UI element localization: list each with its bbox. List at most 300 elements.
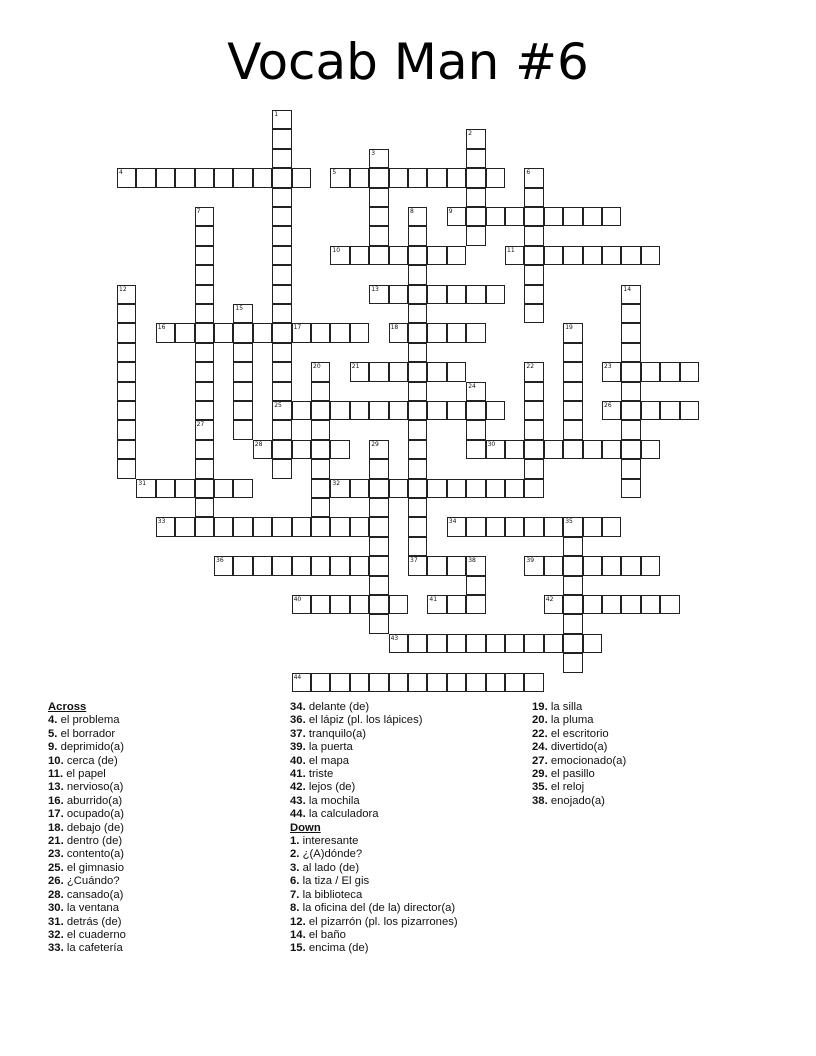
grid-cell[interactable] [641, 246, 660, 265]
grid-cell[interactable] [330, 440, 349, 459]
grid-cell[interactable] [195, 459, 214, 478]
grid-cell[interactable] [389, 401, 408, 420]
grid-cell[interactable] [544, 440, 563, 459]
grid-cell[interactable] [427, 362, 446, 381]
grid-cell[interactable] [350, 479, 369, 498]
grid-cell[interactable] [117, 420, 136, 439]
grid-cell[interactable] [524, 168, 543, 187]
grid-cell[interactable] [389, 673, 408, 692]
grid-cell[interactable] [350, 362, 369, 381]
grid-cell[interactable] [369, 517, 388, 536]
grid-cell[interactable] [408, 343, 427, 362]
grid-cell[interactable] [369, 556, 388, 575]
grid-cell[interactable] [583, 246, 602, 265]
grid-cell[interactable] [563, 420, 582, 439]
grid-cell[interactable] [621, 595, 640, 614]
grid-cell[interactable] [447, 517, 466, 536]
grid-cell[interactable] [233, 304, 252, 323]
grid-cell[interactable] [427, 168, 446, 187]
grid-cell[interactable] [427, 673, 446, 692]
grid-cell[interactable] [311, 517, 330, 536]
grid-cell[interactable] [466, 556, 485, 575]
grid-cell[interactable] [447, 323, 466, 342]
grid-cell[interactable] [369, 246, 388, 265]
grid-cell[interactable] [466, 382, 485, 401]
grid-cell[interactable] [408, 362, 427, 381]
grid-cell[interactable] [272, 304, 291, 323]
grid-cell[interactable] [272, 343, 291, 362]
grid-cell[interactable] [195, 226, 214, 245]
grid-cell[interactable] [602, 362, 621, 381]
grid-cell[interactable] [369, 673, 388, 692]
grid-cell[interactable] [486, 673, 505, 692]
grid-cell[interactable] [156, 168, 175, 187]
grid-cell[interactable] [621, 382, 640, 401]
grid-cell[interactable] [466, 149, 485, 168]
grid-cell[interactable] [272, 188, 291, 207]
grid-cell[interactable] [524, 673, 543, 692]
grid-cell[interactable] [563, 614, 582, 633]
grid-cell[interactable] [214, 556, 233, 575]
grid-cell[interactable] [117, 382, 136, 401]
grid-cell[interactable] [408, 265, 427, 284]
grid-cell[interactable] [330, 168, 349, 187]
grid-cell[interactable] [505, 207, 524, 226]
grid-cell[interactable] [233, 479, 252, 498]
grid-cell[interactable] [292, 595, 311, 614]
grid-cell[interactable] [195, 343, 214, 362]
grid-cell[interactable] [272, 285, 291, 304]
grid-cell[interactable] [466, 401, 485, 420]
grid-cell[interactable] [408, 556, 427, 575]
grid-cell[interactable] [311, 498, 330, 517]
grid-cell[interactable] [311, 440, 330, 459]
grid-cell[interactable] [195, 207, 214, 226]
grid-cell[interactable] [524, 440, 543, 459]
grid-cell[interactable] [272, 362, 291, 381]
grid-cell[interactable] [621, 304, 640, 323]
grid-cell[interactable] [641, 401, 660, 420]
grid-cell[interactable] [369, 614, 388, 633]
grid-cell[interactable] [272, 265, 291, 284]
grid-cell[interactable] [427, 285, 446, 304]
grid-cell[interactable] [621, 323, 640, 342]
grid-cell[interactable] [311, 382, 330, 401]
grid-cell[interactable] [466, 673, 485, 692]
grid-cell[interactable] [233, 343, 252, 362]
grid-cell[interactable] [292, 168, 311, 187]
grid-cell[interactable] [272, 110, 291, 129]
grid-cell[interactable] [272, 323, 291, 342]
grid-cell[interactable] [505, 479, 524, 498]
grid-cell[interactable] [408, 673, 427, 692]
grid-cell[interactable] [466, 634, 485, 653]
grid-cell[interactable] [195, 323, 214, 342]
grid-cell[interactable] [583, 440, 602, 459]
grid-cell[interactable] [427, 401, 446, 420]
grid-cell[interactable] [292, 517, 311, 536]
grid-cell[interactable] [292, 323, 311, 342]
grid-cell[interactable] [330, 556, 349, 575]
grid-cell[interactable] [350, 401, 369, 420]
grid-cell[interactable] [117, 285, 136, 304]
grid-cell[interactable] [233, 362, 252, 381]
grid-cell[interactable] [311, 479, 330, 498]
grid-cell[interactable] [330, 323, 349, 342]
grid-cell[interactable] [117, 459, 136, 478]
grid-cell[interactable] [505, 634, 524, 653]
grid-cell[interactable] [621, 556, 640, 575]
grid-cell[interactable] [195, 401, 214, 420]
grid-cell[interactable] [350, 556, 369, 575]
grid-cell[interactable] [505, 440, 524, 459]
grid-cell[interactable] [524, 401, 543, 420]
grid-cell[interactable] [389, 285, 408, 304]
grid-cell[interactable] [524, 556, 543, 575]
grid-cell[interactable] [350, 323, 369, 342]
grid-cell[interactable] [389, 595, 408, 614]
grid-cell[interactable] [466, 517, 485, 536]
grid-cell[interactable] [447, 207, 466, 226]
grid-cell[interactable] [466, 420, 485, 439]
grid-cell[interactable] [505, 673, 524, 692]
grid-cell[interactable] [447, 401, 466, 420]
grid-cell[interactable] [447, 634, 466, 653]
grid-cell[interactable] [311, 362, 330, 381]
grid-cell[interactable] [369, 401, 388, 420]
grid-cell[interactable] [272, 129, 291, 148]
grid-cell[interactable] [330, 595, 349, 614]
grid-cell[interactable] [583, 207, 602, 226]
grid-cell[interactable] [563, 556, 582, 575]
grid-cell[interactable] [427, 246, 446, 265]
grid-cell[interactable] [427, 595, 446, 614]
grid-cell[interactable] [621, 420, 640, 439]
grid-cell[interactable] [292, 673, 311, 692]
grid-cell[interactable] [408, 479, 427, 498]
grid-cell[interactable] [311, 556, 330, 575]
grid-cell[interactable] [563, 653, 582, 672]
grid-cell[interactable] [408, 459, 427, 478]
grid-cell[interactable] [195, 420, 214, 439]
grid-cell[interactable] [408, 634, 427, 653]
grid-cell[interactable] [389, 362, 408, 381]
grid-cell[interactable] [466, 168, 485, 187]
grid-cell[interactable] [389, 479, 408, 498]
grid-cell[interactable] [583, 517, 602, 536]
grid-cell[interactable] [233, 168, 252, 187]
grid-cell[interactable] [311, 401, 330, 420]
grid-cell[interactable] [272, 226, 291, 245]
grid-cell[interactable] [311, 323, 330, 342]
grid-cell[interactable] [272, 382, 291, 401]
grid-cell[interactable] [524, 420, 543, 439]
grid-cell[interactable] [195, 440, 214, 459]
grid-cell[interactable] [447, 246, 466, 265]
grid-cell[interactable] [466, 226, 485, 245]
grid-cell[interactable] [253, 517, 272, 536]
grid-cell[interactable] [272, 420, 291, 439]
grid-cell[interactable] [447, 285, 466, 304]
grid-cell[interactable] [175, 168, 194, 187]
grid-cell[interactable] [330, 479, 349, 498]
grid-cell[interactable] [563, 382, 582, 401]
grid-cell[interactable] [641, 595, 660, 614]
grid-cell[interactable] [233, 420, 252, 439]
grid-cell[interactable] [408, 537, 427, 556]
grid-cell[interactable] [214, 517, 233, 536]
grid-cell[interactable] [117, 304, 136, 323]
grid-cell[interactable] [272, 459, 291, 478]
grid-cell[interactable] [641, 362, 660, 381]
grid-cell[interactable] [272, 246, 291, 265]
grid-cell[interactable] [214, 479, 233, 498]
grid-cell[interactable] [175, 479, 194, 498]
grid-cell[interactable] [544, 517, 563, 536]
grid-cell[interactable] [602, 207, 621, 226]
grid-cell[interactable] [156, 323, 175, 342]
grid-cell[interactable] [583, 556, 602, 575]
grid-cell[interactable] [253, 440, 272, 459]
grid-cell[interactable] [524, 188, 543, 207]
grid-cell[interactable] [175, 517, 194, 536]
grid-cell[interactable] [466, 595, 485, 614]
grid-cell[interactable] [621, 362, 640, 381]
grid-cell[interactable] [602, 556, 621, 575]
grid-cell[interactable] [602, 517, 621, 536]
grid-cell[interactable] [563, 323, 582, 342]
grid-cell[interactable] [641, 556, 660, 575]
grid-cell[interactable] [195, 479, 214, 498]
grid-cell[interactable] [117, 343, 136, 362]
grid-cell[interactable] [369, 362, 388, 381]
grid-cell[interactable] [524, 226, 543, 245]
grid-cell[interactable] [583, 634, 602, 653]
grid-cell[interactable] [233, 382, 252, 401]
grid-cell[interactable] [369, 285, 388, 304]
grid-cell[interactable] [233, 323, 252, 342]
grid-cell[interactable] [272, 207, 291, 226]
grid-cell[interactable] [563, 440, 582, 459]
grid-cell[interactable] [214, 323, 233, 342]
grid-cell[interactable] [233, 401, 252, 420]
grid-cell[interactable] [505, 246, 524, 265]
grid-cell[interactable] [544, 556, 563, 575]
grid-cell[interactable] [389, 168, 408, 187]
grid-cell[interactable] [330, 517, 349, 536]
grid-cell[interactable] [408, 323, 427, 342]
grid-cell[interactable] [136, 479, 155, 498]
grid-cell[interactable] [136, 168, 155, 187]
grid-cell[interactable] [486, 168, 505, 187]
grid-cell[interactable] [486, 479, 505, 498]
grid-cell[interactable] [369, 498, 388, 517]
grid-cell[interactable] [544, 246, 563, 265]
grid-cell[interactable] [621, 246, 640, 265]
grid-cell[interactable] [524, 285, 543, 304]
grid-cell[interactable] [563, 343, 582, 362]
grid-cell[interactable] [369, 537, 388, 556]
grid-cell[interactable] [408, 285, 427, 304]
grid-cell[interactable] [486, 634, 505, 653]
grid-cell[interactable] [524, 207, 543, 226]
grid-cell[interactable] [466, 129, 485, 148]
grid-cell[interactable] [563, 517, 582, 536]
grid-cell[interactable] [524, 304, 543, 323]
grid-cell[interactable] [621, 440, 640, 459]
grid-cell[interactable] [602, 595, 621, 614]
grid-cell[interactable] [117, 323, 136, 342]
grid-cell[interactable] [524, 459, 543, 478]
grid-cell[interactable] [544, 595, 563, 614]
grid-cell[interactable] [602, 440, 621, 459]
grid-cell[interactable] [117, 440, 136, 459]
grid-cell[interactable] [311, 459, 330, 478]
grid-cell[interactable] [486, 401, 505, 420]
grid-cell[interactable] [369, 188, 388, 207]
grid-cell[interactable] [621, 479, 640, 498]
grid-cell[interactable] [486, 517, 505, 536]
grid-cell[interactable] [486, 440, 505, 459]
grid-cell[interactable] [195, 498, 214, 517]
grid-cell[interactable] [466, 479, 485, 498]
grid-cell[interactable] [466, 207, 485, 226]
grid-cell[interactable] [350, 246, 369, 265]
grid-cell[interactable] [350, 595, 369, 614]
grid-cell[interactable] [621, 343, 640, 362]
grid-cell[interactable] [369, 168, 388, 187]
grid-cell[interactable] [292, 556, 311, 575]
grid-cell[interactable] [195, 382, 214, 401]
grid-cell[interactable] [447, 673, 466, 692]
grid-cell[interactable] [253, 323, 272, 342]
grid-cell[interactable] [621, 459, 640, 478]
grid-cell[interactable] [253, 556, 272, 575]
grid-cell[interactable] [408, 207, 427, 226]
grid-cell[interactable] [408, 440, 427, 459]
grid-cell[interactable] [563, 595, 582, 614]
grid-cell[interactable] [350, 673, 369, 692]
grid-cell[interactable] [408, 246, 427, 265]
grid-cell[interactable] [660, 595, 679, 614]
grid-cell[interactable] [408, 168, 427, 187]
grid-cell[interactable] [524, 517, 543, 536]
grid-cell[interactable] [524, 246, 543, 265]
grid-cell[interactable] [524, 382, 543, 401]
grid-cell[interactable] [389, 323, 408, 342]
grid-cell[interactable] [272, 149, 291, 168]
grid-cell[interactable] [233, 517, 252, 536]
grid-cell[interactable] [621, 401, 640, 420]
grid-cell[interactable] [195, 362, 214, 381]
grid-cell[interactable] [272, 168, 291, 187]
grid-cell[interactable] [680, 362, 699, 381]
grid-cell[interactable] [272, 517, 291, 536]
grid-cell[interactable] [447, 556, 466, 575]
grid-cell[interactable] [486, 207, 505, 226]
grid-cell[interactable] [641, 440, 660, 459]
grid-cell[interactable] [272, 556, 291, 575]
grid-cell[interactable] [292, 440, 311, 459]
grid-cell[interactable] [563, 537, 582, 556]
grid-cell[interactable] [563, 401, 582, 420]
grid-cell[interactable] [524, 362, 543, 381]
grid-cell[interactable] [311, 420, 330, 439]
grid-cell[interactable] [330, 246, 349, 265]
grid-cell[interactable] [369, 149, 388, 168]
grid-cell[interactable] [195, 265, 214, 284]
grid-cell[interactable] [369, 226, 388, 245]
grid-cell[interactable] [466, 576, 485, 595]
grid-cell[interactable] [524, 634, 543, 653]
grid-cell[interactable] [524, 265, 543, 284]
grid-cell[interactable] [408, 498, 427, 517]
grid-cell[interactable] [408, 401, 427, 420]
grid-cell[interactable] [214, 168, 233, 187]
grid-cell[interactable] [660, 401, 679, 420]
grid-cell[interactable] [369, 595, 388, 614]
grid-cell[interactable] [680, 401, 699, 420]
grid-cell[interactable] [408, 420, 427, 439]
grid-cell[interactable] [563, 576, 582, 595]
grid-cell[interactable] [660, 362, 679, 381]
grid-cell[interactable] [311, 595, 330, 614]
grid-cell[interactable] [369, 459, 388, 478]
grid-cell[interactable] [427, 479, 446, 498]
grid-cell[interactable] [447, 595, 466, 614]
grid-cell[interactable] [427, 556, 446, 575]
grid-cell[interactable] [369, 207, 388, 226]
grid-cell[interactable] [563, 207, 582, 226]
grid-cell[interactable] [117, 401, 136, 420]
grid-cell[interactable] [195, 304, 214, 323]
grid-cell[interactable] [447, 362, 466, 381]
grid-cell[interactable] [350, 517, 369, 536]
grid-cell[interactable] [272, 440, 291, 459]
grid-cell[interactable] [195, 285, 214, 304]
grid-cell[interactable] [544, 634, 563, 653]
grid-cell[interactable] [195, 517, 214, 536]
grid-cell[interactable] [583, 595, 602, 614]
grid-cell[interactable] [156, 517, 175, 536]
grid-cell[interactable] [369, 440, 388, 459]
grid-cell[interactable] [330, 401, 349, 420]
grid-cell[interactable] [563, 246, 582, 265]
grid-cell[interactable] [602, 246, 621, 265]
grid-cell[interactable] [233, 556, 252, 575]
grid-cell[interactable] [272, 401, 291, 420]
grid-cell[interactable] [389, 634, 408, 653]
grid-cell[interactable] [156, 479, 175, 498]
grid-cell[interactable] [350, 168, 369, 187]
grid-cell[interactable] [621, 285, 640, 304]
grid-cell[interactable] [408, 304, 427, 323]
grid-cell[interactable] [447, 479, 466, 498]
grid-cell[interactable] [408, 382, 427, 401]
grid-cell[interactable] [486, 285, 505, 304]
grid-cell[interactable] [466, 323, 485, 342]
grid-cell[interactable] [602, 401, 621, 420]
grid-cell[interactable] [408, 226, 427, 245]
grid-cell[interactable] [253, 168, 272, 187]
grid-cell[interactable] [427, 323, 446, 342]
grid-cell[interactable] [369, 576, 388, 595]
grid-cell[interactable] [175, 323, 194, 342]
grid-cell[interactable] [466, 188, 485, 207]
grid-cell[interactable] [427, 634, 446, 653]
grid-cell[interactable] [389, 246, 408, 265]
grid-cell[interactable] [117, 168, 136, 187]
